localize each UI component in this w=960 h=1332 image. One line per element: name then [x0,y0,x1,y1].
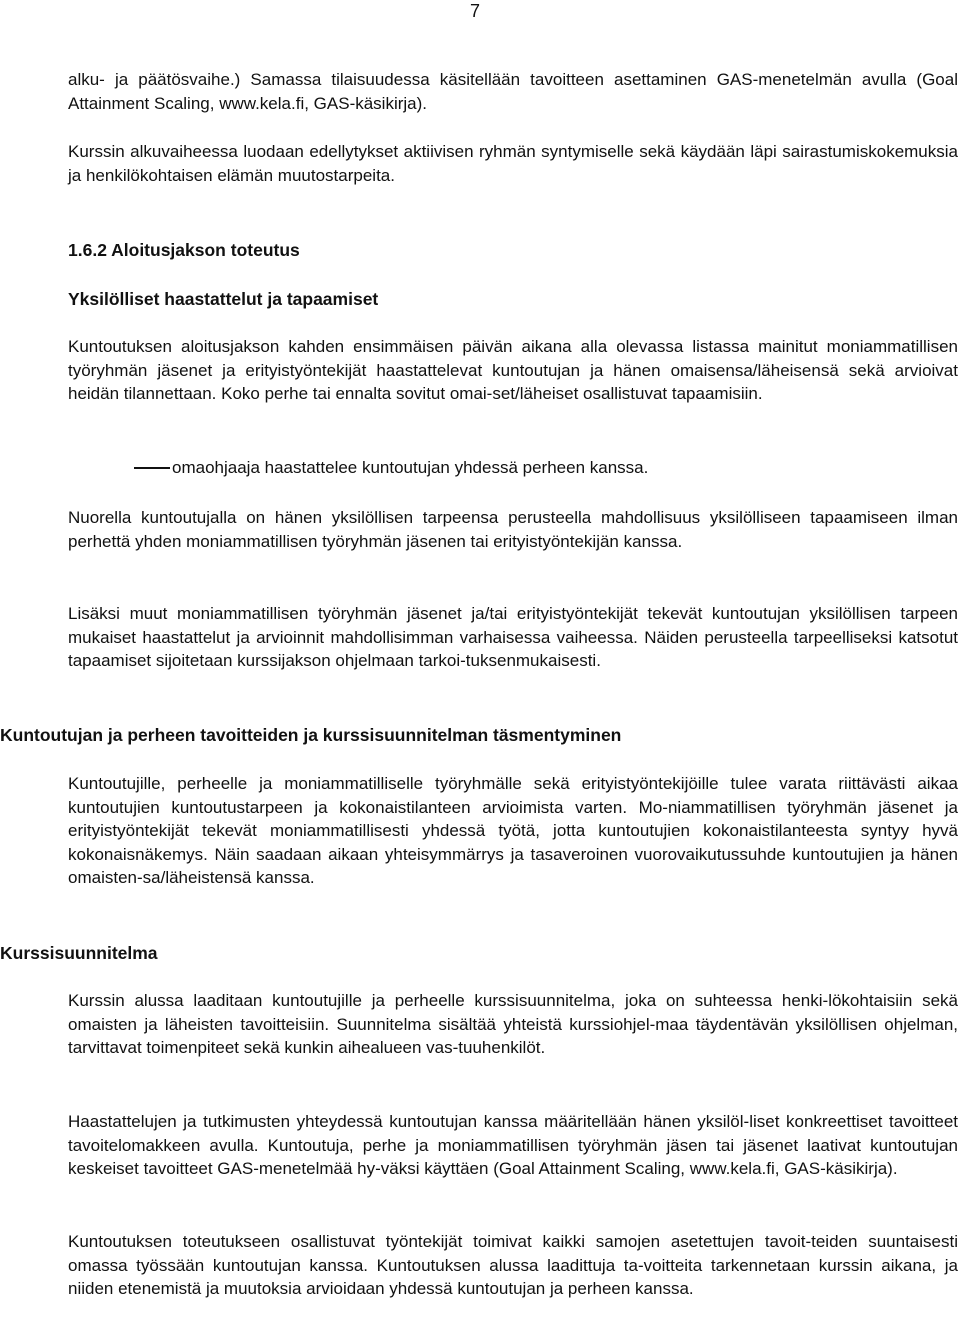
dash-bullet-icon [134,467,170,469]
paragraph-interviews: Kuntoutuksen aloitusjakson kahden ensimmäisen päivän aikana alla olevassa listassa mainitut moniammatillisen työryhmän jäsenet ja erityistyöntekijät haastattelevat kuntoutujan ja hänen omaisensa/läheisensä sekä arvioivat heidän tilannettaan. Koko perhe tai ennalta sovitut omai-set/läheiset osallistuvat tapaamisiin. [68,337,958,403]
subheading-goals: Kuntoutujan ja perheen tavoitteiden ja kurssisuunnitelman täsmentyminen [0,725,622,745]
subheading-interviews: Yksilölliset haastattelut ja tapaamiset [68,289,379,309]
paragraph-plan-3: Kuntoutuksen toteutukseen osallistuvat työntekijät toimivat kaikki samojen asetettujen tavoit-teiden suuntaisesti omassa työssään kuntoutujan kanssa. Kuntoutuksen alussa laadittuja ta-voitteita tarkennetaan kurssin aikana, ja niiden etenemistä ja muutoksia arvioidaan yhdessä kuntoutujan ja perheen kanssa. [68,1232,958,1298]
paragraph-goals: Kuntoutujille, perheelle ja moniammatilliselle työryhmälle sekä erityistyöntekijöille tulee varata riittävästi aikaa kuntoutujien kuntoutustarpeen ja kokonaistilanteen arvioimista varten. Mo-niammatillisen työryhmän jäsenet ja erityistyöntekijät tekevät moniammatillisesti yhdessä työtä, jotta kuntoutujien kokonaistilanteesta syntyy hyvä kokonaisnäkemys. Näin saadaan aikaan yhteisymmärrys ja tasaveroinen vuorovaikutussuhde kuntoutujien ja hänen omaisten-sa/läheistensä kanssa. [68,774,958,887]
subheading-plan: Kurssisuunnitelma [0,943,158,963]
paragraph-intro-gas: alku- ja päätösvaihe.) Samassa tilaisuudessa käsitellään tavoitteen asettaminen GAS-menetelmän avulla (Goal Attainment Scaling, www.kela.fi, GAS-käsikirja). [68,70,958,113]
page-number: 7 [470,1,481,21]
paragraph-plan-2: Haastattelujen ja tutkimusten yhteydessä kuntoutujan kanssa määritellään hänen yksilöl-liset konkreettiset tavoitteet tavoitelomakkeen avulla. Kuntoutuja, perhe ja moniammatillisen työryhmän jäsen tai jäsenet laativat kuntoutujan keskeiset tavoitteet GAS-menetelmää hy-väksi käyttäen (Goal Attainment Scaling, www.kela.fi, GAS-käsikirja). [68,1112,958,1178]
paragraph-intro-group: Kurssin alkuvaiheessa luodaan edellytykset aktiivisen ryhmän syntymiselle sekä käydään läpi sairastumiskokemuksia ja henkilökohtaisen elämän muutostarpeita. [68,142,958,185]
paragraph-plan-1: Kurssin alussa laaditaan kuntoutujille ja perheelle kurssisuunnitelma, joka on suhteessa henki-lökohtaisiin sekä omaisten ja läheisten tavoitteisiin. Suunnitelma sisältää yhteistä kurssiohjel-maa täydentävän yksilöllisen ohjelman, tarvittavat toimenpiteet sekä kunkin aihealueen vas-tuuhenkilöt. [68,991,958,1057]
paragraph-youth: Nuorella kuntoutujalla on hänen yksilöllisen tarpeensa perusteella mahdollisuus yksilölliseen tapaamiseen ilman perhettä yhden moniammatillisen työryhmän jäsenen tai erityistyöntekijän kanssa. [68,508,958,551]
list-item-text: omaohjaaja haastattelee kuntoutujan yhdessä perheen kanssa. [172,458,649,477]
paragraph-others: Lisäksi muut moniammatillisen työryhmän jäsenet ja/tai erityistyöntekijät tekevät kuntoutujan yksilöllisen tarpeen mukaiset haastattelut ja arvioinnit mahdollisimman varhaisessa vaiheessa. Näiden perusteella tarpeelliseksi katsotut tapaamiset sijoitetaan kurssijakson ohjelmaan tarkoi-tuksenmukaisesti. [68,604,958,670]
section-heading: 1.6.2 Aloitusjakson toteutus [68,240,300,260]
